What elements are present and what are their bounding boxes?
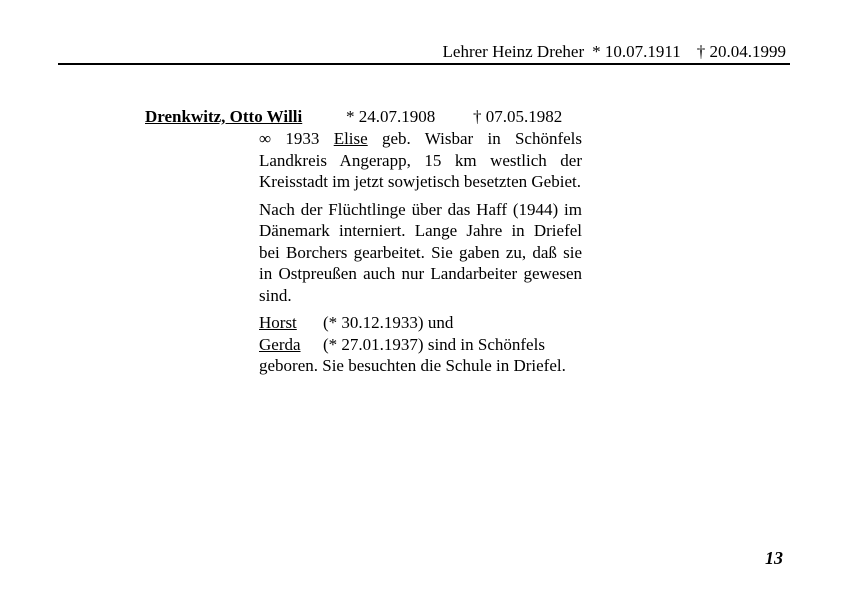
child-info: (* 30.12.1933) und	[323, 313, 454, 332]
child-name: Horst	[259, 313, 297, 332]
child-line	[259, 312, 582, 334]
marriage-prefix: ∞ 1933	[259, 129, 320, 148]
child-info: (* 27.01.1937) sind in Schönfels	[323, 334, 545, 354]
entry-name: Drenkwitz, Otto Willi	[145, 107, 303, 126]
child-name: Gerda	[259, 334, 301, 354]
children-paragraph	[259, 312, 582, 377]
entry-heading	[145, 107, 563, 127]
child-line	[259, 334, 582, 356]
marriage-details: geb. Wisbar in Schönfels Landkreis Angerapp, 15 km westlich der Kreisstadt im jetzt sowjetisch besetzten Gebiet.	[259, 129, 583, 191]
header-death-date: † 20.04.1999	[696, 42, 786, 61]
spouse-name: Elise	[333, 129, 368, 148]
entry-born-date: * 24.07.1908	[346, 107, 436, 126]
header-born-date: * 10.07.1911	[592, 42, 681, 61]
page-number: 13	[765, 548, 783, 568]
header-rule	[58, 63, 790, 65]
entry-body	[259, 128, 582, 383]
page-header	[443, 42, 786, 62]
history-paragraph: Nach der Flüchtlinge über das Haff (1944) im Dänemark interniert. Lange Jahre in Driefel bei Borchers gearbeitet. Sie gaben zu, daß sie in Ostpreußen auch nur Landarbeiter gewesen sind.	[259, 199, 582, 305]
entry-death-date: † 07.05.1982	[473, 107, 563, 126]
header-title: Lehrer Heinz Dreher	[442, 42, 585, 61]
marriage-paragraph	[259, 128, 582, 193]
children-remark: geboren. Sie besuchten die Schule in Driefel.	[259, 356, 566, 375]
